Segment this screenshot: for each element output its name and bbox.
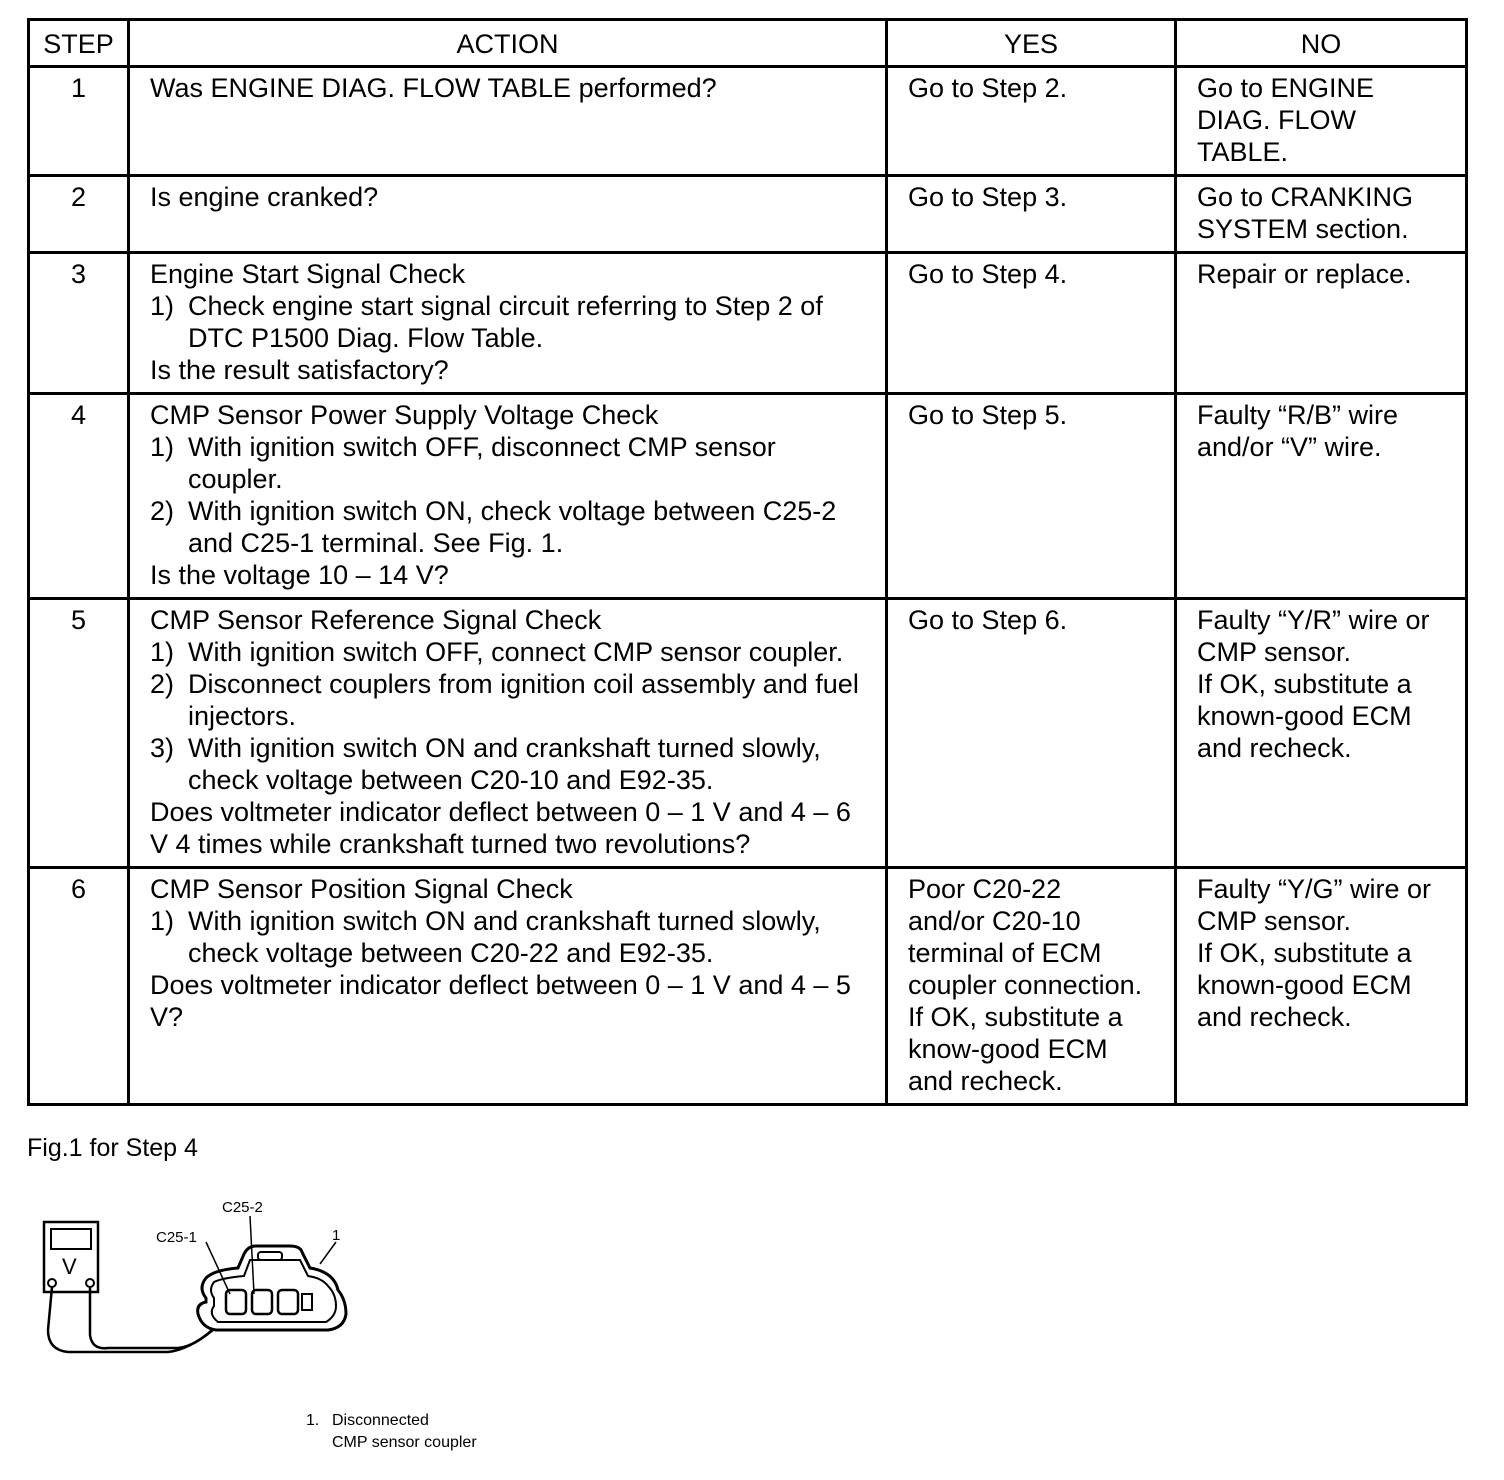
action-question: Does voltmeter indicator deflect between 0 – 1 V and 4 – 6 V 4 times while crankshaft turned two revolutions? — [150, 797, 851, 859]
yes-cell — [887, 394, 1176, 599]
action-item-text: With ignition switch OFF, connect CMP sensor coupler. — [188, 637, 844, 667]
legend-text — [332, 1410, 477, 1454]
label-callout-1: 1 — [332, 1227, 341, 1244]
action-item — [150, 732, 875, 796]
no-text-line: CMP sensor. — [1197, 637, 1352, 667]
header-step: STEP — [29, 20, 129, 67]
action-item — [150, 905, 875, 969]
meter-terminal-right — [86, 1279, 94, 1287]
action-title: CMP Sensor Reference Signal Check — [150, 605, 602, 635]
legend-text-line: CMP sensor coupler — [332, 1434, 477, 1451]
terminal-c25-2 — [252, 1290, 272, 1314]
step-number: 1 — [29, 67, 129, 176]
no-cell — [1176, 176, 1467, 253]
no-text-line: If OK, substitute a — [1197, 669, 1412, 699]
yes-text-line: know-good ECM — [908, 1034, 1108, 1064]
action-title: CMP Sensor Power Supply Voltage Check — [150, 400, 659, 430]
action-item — [150, 431, 875, 495]
yes-cell — [887, 253, 1176, 394]
legend-item — [306, 1410, 477, 1454]
action-item — [150, 636, 875, 668]
action-question: Does voltmeter indicator deflect between 0 – 1 V and 4 – 5 V? — [150, 970, 851, 1032]
yes-text-line: Go to Step 3. — [908, 182, 1068, 212]
action-cell — [129, 253, 887, 394]
no-text-line: Go to CRANKING — [1197, 182, 1414, 212]
table-row — [29, 868, 1467, 1105]
header-no: NO — [1176, 20, 1467, 67]
action-cell — [129, 67, 887, 176]
action-title: Was ENGINE DIAG. FLOW TABLE performed? — [150, 73, 717, 103]
yes-cell — [887, 868, 1176, 1105]
action-title: CMP Sensor Position Signal Check — [150, 874, 573, 904]
yes-text-line: Go to Step 5. — [908, 400, 1068, 430]
action-item-text: With ignition switch ON, check voltage between C25-2 and C25-1 terminal. See Fig. 1. — [188, 496, 837, 558]
action-item-text: With ignition switch ON and crankshaft turned slowly, check voltage between C20-10 and E92-35. — [188, 733, 821, 795]
no-text-line: CMP sensor. — [1197, 906, 1352, 936]
label-c25-1: C25-1 — [156, 1229, 197, 1246]
table-row — [29, 176, 1467, 253]
figure-caption: Fig.1 for Step 4 — [27, 1134, 198, 1162]
yes-cell — [887, 599, 1176, 868]
action-cell — [129, 394, 887, 599]
yes-cell — [887, 176, 1176, 253]
no-text-line: and/or “V” wire. — [1197, 432, 1382, 462]
action-item-number: 3) — [150, 733, 175, 763]
no-text-line: Faulty “R/B” wire — [1197, 400, 1399, 430]
table-row — [29, 67, 1467, 176]
action-item-text: Check engine start signal circuit referring to Step 2 of DTC P1500 Diag. Flow Table. — [188, 291, 823, 353]
no-text-line: known-good ECM — [1197, 970, 1412, 1000]
action-item-number: 2) — [150, 669, 175, 699]
no-cell — [1176, 253, 1467, 394]
meter-symbol: V — [62, 1254, 77, 1279]
step-number: 5 — [29, 599, 129, 868]
yes-text-line: Go to Step 4. — [908, 259, 1068, 289]
action-item-number: 2) — [150, 496, 175, 526]
no-text-line: and recheck. — [1197, 1002, 1352, 1032]
action-item — [150, 668, 875, 732]
action-item-number: 1) — [150, 291, 175, 321]
action-cell — [129, 176, 887, 253]
header-action: ACTION — [129, 20, 887, 67]
action-title: Engine Start Signal Check — [150, 259, 466, 289]
no-text-line: Go to ENGINE — [1197, 73, 1375, 103]
action-item — [150, 290, 875, 354]
no-text-line: known-good ECM — [1197, 701, 1412, 731]
action-item-number: 1) — [150, 906, 175, 936]
no-cell — [1176, 868, 1467, 1105]
leader-1 — [320, 1242, 336, 1264]
action-cell — [129, 599, 887, 868]
no-cell — [1176, 599, 1467, 868]
yes-text-line: and recheck. — [908, 1066, 1063, 1096]
action-cell — [129, 868, 887, 1105]
table-body — [29, 67, 1467, 1105]
step-number: 4 — [29, 394, 129, 599]
no-cell — [1176, 394, 1467, 599]
no-text-line: Faulty “Y/G” wire or — [1197, 874, 1432, 904]
yes-cell — [887, 67, 1176, 176]
yes-text-line: terminal of ECM — [908, 938, 1102, 968]
header-yes: YES — [887, 20, 1176, 67]
table-row — [29, 599, 1467, 868]
no-text-line: Repair or replace. — [1197, 259, 1412, 289]
action-question: Is the voltage 10 – 14 V? — [150, 560, 449, 590]
legend-number: 1. — [306, 1412, 320, 1429]
no-text-line: Faulty “Y/R” wire or — [1197, 605, 1430, 635]
table-row — [29, 253, 1467, 394]
no-text-line: TABLE. — [1197, 137, 1289, 167]
legend-text-line: Disconnected — [332, 1412, 429, 1429]
diagnostic-flow-table — [27, 18, 1468, 1106]
action-item-number: 1) — [150, 637, 175, 667]
figure-legend — [306, 1410, 477, 1454]
table-row — [29, 394, 1467, 599]
step-number: 3 — [29, 253, 129, 394]
no-text-line: SYSTEM section. — [1197, 214, 1409, 244]
no-text-line: If OK, substitute a — [1197, 938, 1412, 968]
label-c25-2: C25-2 — [222, 1199, 263, 1216]
step-number: 2 — [29, 176, 129, 253]
yes-text-line: If OK, substitute a — [908, 1002, 1123, 1032]
action-title: Is engine cranked? — [150, 182, 379, 212]
meter-terminal-left — [48, 1279, 56, 1287]
yes-text-line: Poor C20-22 — [908, 874, 1062, 904]
action-item-text: With ignition switch ON and crankshaft turned slowly, check voltage between C20-22 and E92-35. — [188, 906, 821, 968]
no-text-line: DIAG. FLOW — [1197, 105, 1357, 135]
yes-text-line: Go to Step 2. — [908, 73, 1068, 103]
action-item — [150, 495, 875, 559]
yes-text-line: and/or C20-10 — [908, 906, 1081, 936]
action-question: Is the result satisfactory? — [150, 355, 449, 385]
table-header-row — [29, 20, 1467, 67]
action-item-number: 1) — [150, 432, 175, 462]
no-text-line: and recheck. — [1197, 733, 1352, 763]
no-cell — [1176, 67, 1467, 176]
yes-text-line: Go to Step 6. — [908, 605, 1068, 635]
terminal-3 — [278, 1290, 298, 1314]
step-number: 6 — [29, 868, 129, 1105]
action-item-text: Disconnect couplers from ignition coil assembly and fuel injectors. — [188, 669, 859, 731]
yes-text-line: coupler connection. — [908, 970, 1143, 1000]
action-item-text: With ignition switch OFF, disconnect CMP sensor coupler. — [188, 432, 776, 494]
connector-voltage-diagram — [38, 1190, 368, 1390]
